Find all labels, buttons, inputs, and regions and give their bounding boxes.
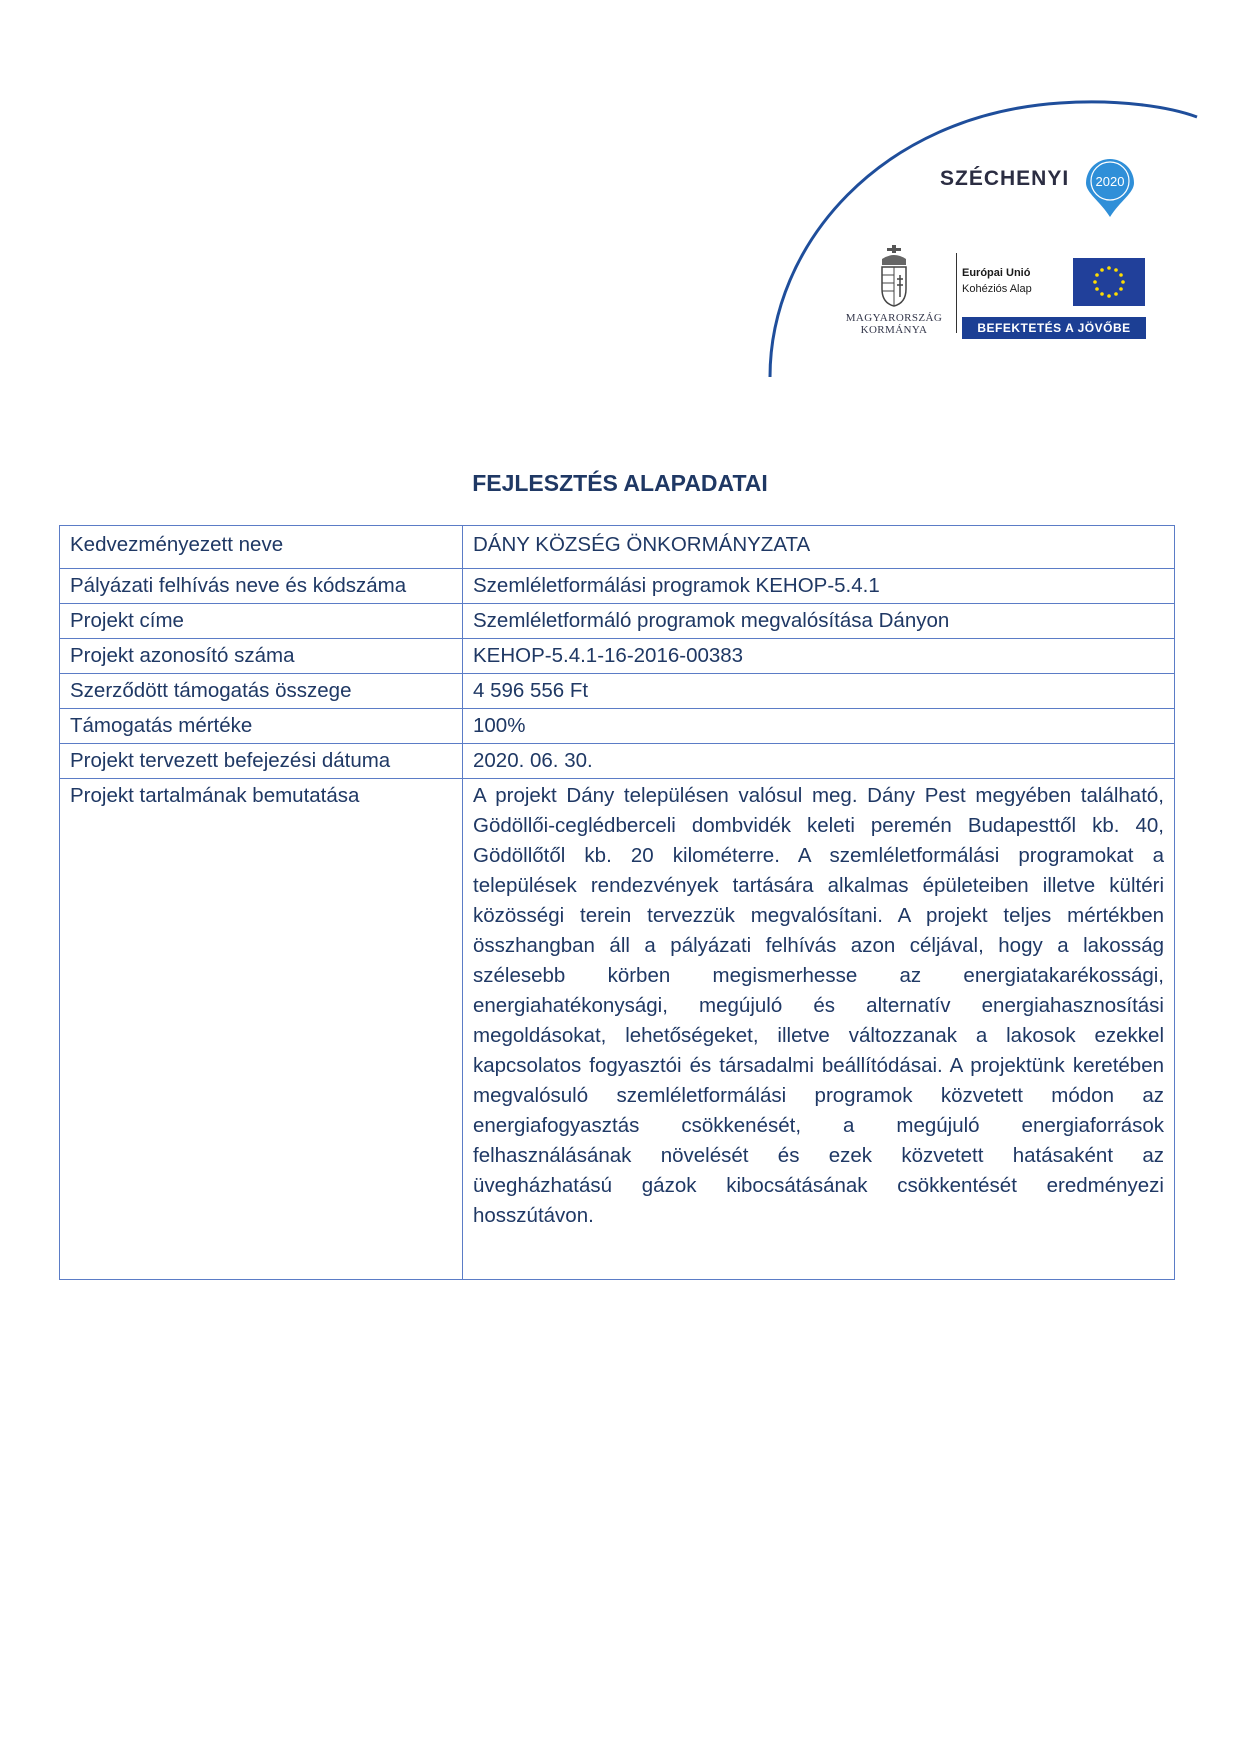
- eu-line-2: Kohéziós Alap: [962, 283, 1032, 295]
- row-label: Kedvezményezett neve: [60, 526, 463, 569]
- row-label: Projekt címe: [60, 604, 463, 639]
- eu-flag-icon: [1073, 258, 1145, 306]
- location-pin-icon: [1082, 157, 1138, 219]
- table-row: [60, 526, 1175, 569]
- hungarian-government-logo: [840, 245, 948, 336]
- row-label: Projekt azonosító száma: [60, 639, 463, 674]
- row-label: Projekt tervezett befejezési dátuma: [60, 744, 463, 779]
- row-label: Szerződött támogatás összege: [60, 674, 463, 709]
- table-row: [60, 639, 1175, 674]
- row-value: 100%: [463, 709, 1175, 744]
- row-value: Szemléletformáló programok megvalósítása Dányon: [463, 604, 1175, 639]
- table-row: [60, 744, 1175, 779]
- szechenyi-2020-logo-block: [760, 95, 1200, 385]
- logo-divider: [956, 253, 957, 333]
- investment-banner: BEFEKTETÉS A JÖVŐBE: [962, 317, 1146, 339]
- table-row: [60, 604, 1175, 639]
- table-row: [60, 569, 1175, 604]
- szechenyi-brand-text: SZÉCHENYI: [940, 167, 1070, 190]
- blue-arc-decoration: [760, 95, 1200, 385]
- row-value: Szemléletformálási programok KEHOP-5.4.1: [463, 569, 1175, 604]
- row-value: KEHOP-5.4.1-16-2016-00383: [463, 639, 1175, 674]
- page-title: FEJLESZTÉS ALAPADATAI: [472, 470, 768, 496]
- table-row: [60, 674, 1175, 709]
- table-row: [60, 779, 1175, 1280]
- coat-of-arms-icon: [877, 245, 911, 307]
- row-label: Támogatás mértéke: [60, 709, 463, 744]
- table-row: [60, 709, 1175, 744]
- row-value: DÁNY KÖZSÉG ÖNKORMÁNYZATA: [463, 526, 1175, 569]
- row-value: 2020. 06. 30.: [463, 744, 1175, 779]
- row-value: 4 596 556 Ft: [463, 674, 1175, 709]
- eu-line-1: Európai Unió: [962, 267, 1031, 279]
- eu-fund-text: [962, 265, 1032, 297]
- government-line-1: MAGYARORSZÁG: [845, 312, 943, 324]
- government-line-2: KORMÁNYA: [860, 324, 928, 336]
- row-label: Projekt tartalmának bemutatása: [60, 779, 463, 1280]
- row-label: Pályázati felhívás neve és kódszáma: [60, 569, 463, 604]
- project-data-table: [59, 525, 1175, 1280]
- brand-year: 2020: [1095, 174, 1125, 189]
- project-description: A projekt Dány településen valósul meg. Dány Pest megyében található, Gödöllői-ceglédberceli dombvidék keleti peremén Budapesttől kb. 40, Gödöllőtől kb. 20 kilométerre. A szemléletformálási programokat a települések rendezvények tartására alkalmas épületeiben illetve kültéri közösségi terein tervezzük megvalósítani. A projekt teljes mértékben összhangban áll a pályázati felhívás azon céljával, hogy a lakosság szélesebb körben megismerhesse az energiatakarékossági, energiahatékonysági, megújuló és alternatív energiahasznosítási megoldásokat, lehetőségeket, illetve változzanak a lakosok ezekkel kapcsolatos fogyasztói és társadalmi beállítódásai. A projektünk keretében megvalósuló szemléletformálási programok közvetett módon az energiafogyasztás csökkenését, a megújuló energiaforrások felhasználásának növelését és ezek közvetett hatásaként az üvegházhatású gázok kibocsátásának csökkentését eredményezi hosszútávon.: [463, 779, 1175, 1280]
